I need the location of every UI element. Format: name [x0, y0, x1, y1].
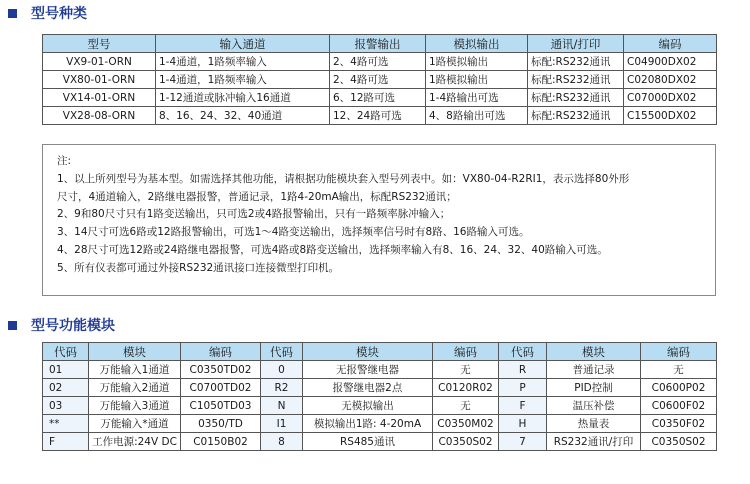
table-cell: C0350S02 — [641, 433, 717, 451]
note-line: 4、28尺寸可选12路或24路继电器报警，可选4路或8路变送输出，选择频率输入有8、16、24、32、40路输入可选。 — [57, 243, 608, 256]
table-header-row — [43, 343, 717, 361]
table-cell: 标配:RS232通讯 — [528, 89, 624, 107]
table-cell: 无报警继电器 — [303, 361, 433, 379]
table-cell: C1050TD03 — [181, 397, 261, 415]
table-cell: C0600P02 — [641, 379, 717, 397]
note-line: 3、14尺寸可选6路或12路报警输出，可选1～4路变送输出，选择频率信号时有8路、16路输入可选。 — [57, 226, 530, 239]
table-cell: 1路模拟输出 — [426, 53, 528, 71]
header-cell: 编码 — [624, 35, 717, 53]
table-cell: 1路模拟输出 — [426, 71, 528, 89]
section-title-text: 型号功能模块 — [31, 318, 115, 334]
table-cell: PID控制 — [547, 379, 641, 397]
table-cell: C15500DX02 — [624, 107, 717, 125]
table-cell: C0350F02 — [641, 415, 717, 433]
note-line: 1、以上所列型号为基本型。如需选择其他功能，请根据功能模块套入型号列表中。如：VX80-04-R2RI1，表示选择80外形 — [57, 172, 630, 185]
table-cell: VX28-08-ORN — [43, 107, 156, 125]
table-row — [43, 433, 717, 451]
table-cell: C0350S02 — [433, 433, 499, 451]
table-cell: C0120R02 — [433, 379, 499, 397]
table-row — [43, 415, 717, 433]
table-cell: C0350TD02 — [181, 361, 261, 379]
table-cell: VX80-01-ORN — [43, 71, 156, 89]
table-cell: N — [261, 397, 303, 415]
header-cell: 代码 — [499, 343, 547, 361]
table-cell: 报警继电器2点 — [303, 379, 433, 397]
header-cell: 通讯/打印 — [528, 35, 624, 53]
table-header-row — [43, 35, 717, 53]
table-cell: 1-4路输出可选 — [426, 89, 528, 107]
table-cell: 热量表 — [547, 415, 641, 433]
model-types-table — [42, 34, 717, 125]
note-line: 5、所有仪表都可通过外接RS232通讯接口连接微型打印机。 — [57, 261, 340, 274]
table-cell: 1-4通道，1路频率输入 — [156, 71, 330, 89]
header-cell: 编码 — [181, 343, 261, 361]
note-line: 尺寸，4通道输入，2路继电器报警，普通记录，1路4-20mA输出，标配RS232通讯； — [57, 190, 457, 203]
table-cell: R — [499, 361, 547, 379]
table-cell: C02080DX02 — [624, 71, 717, 89]
table-cell: 无 — [433, 361, 499, 379]
table-cell: 无 — [433, 397, 499, 415]
table-cell: 01 — [43, 361, 89, 379]
table-cell: 0 — [261, 361, 303, 379]
table-cell: P — [499, 379, 547, 397]
table-cell: 标配:RS232通讯 — [528, 71, 624, 89]
table-cell: C0150B02 — [181, 433, 261, 451]
table-cell: C04900DX02 — [624, 53, 717, 71]
header-cell: 模块 — [547, 343, 641, 361]
table-cell: C0350M02 — [433, 415, 499, 433]
table-cell: 4、8路输出可选 — [426, 107, 528, 125]
table-cell: 模拟输出1路: 4-20mA — [303, 415, 433, 433]
header-cell: 代码 — [261, 343, 303, 361]
table-cell: 工作电源:24V DC — [89, 433, 181, 451]
table-cell: I1 — [261, 415, 303, 433]
table-row — [43, 89, 717, 107]
table-cell: VX14-01-ORN — [43, 89, 156, 107]
table-cell: 2、4路可选 — [330, 53, 426, 71]
table-cell: F — [499, 397, 547, 415]
header-cell: 模块 — [89, 343, 181, 361]
table-cell: H — [499, 415, 547, 433]
table-cell: 温压补偿 — [547, 397, 641, 415]
table-cell: 03 — [43, 397, 89, 415]
table-row — [43, 53, 717, 71]
table-cell: C0600F02 — [641, 397, 717, 415]
table-row — [43, 71, 717, 89]
table-cell: 无模拟输出 — [303, 397, 433, 415]
table-cell: RS232通讯/打印 — [547, 433, 641, 451]
header-cell: 报警输出 — [330, 35, 426, 53]
function-modules-table — [42, 342, 717, 451]
table-cell: 万能输入*通道 — [89, 415, 181, 433]
table-cell: C0700TD02 — [181, 379, 261, 397]
header-cell: 输入通道 — [156, 35, 330, 53]
note-line: 2、9和80尺寸只有1路变送输出，只可选2或4路报警输出，只有一路频率脉冲输入； — [57, 208, 451, 221]
section-title-function-modules — [8, 315, 115, 335]
square-bullet-icon — [8, 9, 17, 18]
table-cell: 无 — [641, 361, 717, 379]
table-cell: ** — [43, 415, 89, 433]
header-cell: 模块 — [303, 343, 433, 361]
header-cell: 编码 — [433, 343, 499, 361]
table-cell: 标配:RS232通讯 — [528, 107, 624, 125]
table-row — [43, 379, 717, 397]
table-cell: 12、24路可选 — [330, 107, 426, 125]
table-cell: 万能输入2通道 — [89, 379, 181, 397]
table-row — [43, 361, 717, 379]
table-cell: 8 — [261, 433, 303, 451]
notes-box — [42, 144, 716, 296]
header-cell: 代码 — [43, 343, 89, 361]
notes-title: 注: — [57, 155, 72, 167]
table-cell: 6、12路可选 — [330, 89, 426, 107]
table-cell: 万能输入3通道 — [89, 397, 181, 415]
section-title-model-types — [8, 3, 87, 23]
header-cell: 型号 — [43, 35, 156, 53]
table-cell: 02 — [43, 379, 89, 397]
table-cell: F — [43, 433, 89, 451]
square-bullet-icon — [8, 321, 17, 330]
table-cell: 万能输入1通道 — [89, 361, 181, 379]
table-cell: R2 — [261, 379, 303, 397]
table-row — [43, 397, 717, 415]
header-cell: 编码 — [641, 343, 717, 361]
table-cell: 1-4通道，1路频率输入 — [156, 53, 330, 71]
table-cell: 2、4路可选 — [330, 71, 426, 89]
table-cell: 1-12通道或脉冲输入16通道 — [156, 89, 330, 107]
table-cell: C07000DX02 — [624, 89, 717, 107]
table-cell: 8、16、24、32、40通道 — [156, 107, 330, 125]
table-cell: RS485通讯 — [303, 433, 433, 451]
table-cell: 普通记录 — [547, 361, 641, 379]
table-cell: 标配:RS232通讯 — [528, 53, 624, 71]
table-cell: VX9-01-ORN — [43, 53, 156, 71]
section-title-text: 型号种类 — [31, 6, 87, 22]
table-cell: 0350/TD — [181, 415, 261, 433]
table-row — [43, 107, 717, 125]
table-cell: 7 — [499, 433, 547, 451]
header-cell: 模拟输出 — [426, 35, 528, 53]
